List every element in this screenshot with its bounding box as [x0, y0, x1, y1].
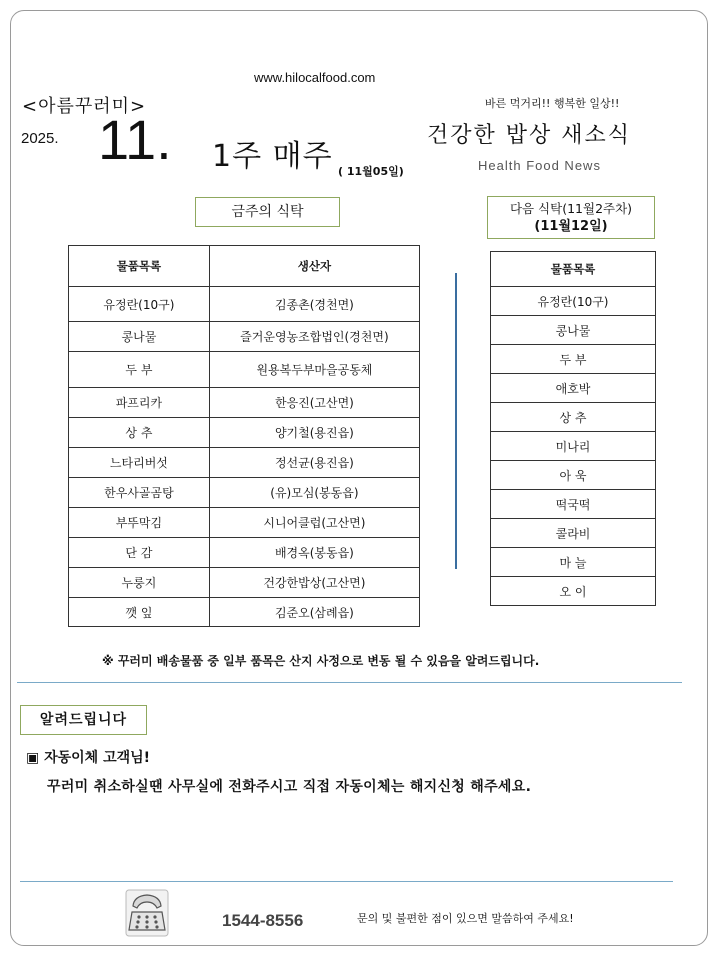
change-notice: ※ 꾸러미 배송물품 중 일부 품목은 산지 사정으로 변동 될 수 있음을 알려드립니다.	[102, 654, 540, 668]
announcement-title: ▣ 자동이체 고객님!	[26, 750, 151, 766]
item-name-cell: 파프리카	[69, 388, 210, 418]
table-row	[69, 568, 420, 598]
table-row	[491, 316, 656, 345]
table-row	[69, 287, 420, 322]
table-row	[69, 352, 420, 388]
producer-cell: 즐거운영농조합법인(경천면)	[209, 322, 419, 352]
item-name-cell: 느타리버섯	[69, 448, 210, 478]
producer-cell: 정선균(용진읍)	[209, 448, 419, 478]
column-header-producer: 생산자	[209, 246, 419, 287]
item-name-cell: 누룽지	[69, 568, 210, 598]
table-row	[69, 598, 420, 627]
website-url[interactable]: www.hilocalfood.com	[254, 70, 376, 85]
item-name-cell: 콜라비	[491, 519, 656, 548]
this-week-table	[68, 245, 420, 627]
item-name-cell: 두 부	[491, 345, 656, 374]
item-name-cell: 부뚜막김	[69, 508, 210, 538]
telephone-icon	[124, 886, 170, 938]
item-name-cell: 상 추	[69, 418, 210, 448]
this-week-label: 금주의 식탁	[195, 197, 340, 227]
table-row	[491, 577, 656, 606]
week-title: 1주 매주	[212, 139, 333, 174]
table-row	[491, 490, 656, 519]
table-row	[69, 508, 420, 538]
table-row	[491, 374, 656, 403]
column-header-items: 물품목록	[69, 246, 210, 287]
table-row	[69, 388, 420, 418]
table-row	[491, 519, 656, 548]
table-row	[69, 448, 420, 478]
item-name-cell: 떡국떡	[491, 490, 656, 519]
producer-cell: 건강한밥상(고산면)	[209, 568, 419, 598]
table-row	[69, 478, 420, 508]
table-header-row	[491, 252, 656, 287]
this-week-table-body	[69, 287, 420, 627]
column-header-items: 물품목록	[491, 252, 656, 287]
table-row	[69, 418, 420, 448]
table-row	[491, 548, 656, 577]
next-week-table	[490, 251, 656, 606]
table-row	[491, 345, 656, 374]
producer-cell: 시니어클럽(고산면)	[209, 508, 419, 538]
item-name-cell: 마 늘	[491, 548, 656, 577]
next-week-label	[487, 196, 655, 239]
footer-text: 문의 및 불편한 점이 있으면 말씀하여 주세요!	[357, 912, 574, 925]
table-row	[69, 538, 420, 568]
next-week-label-line2: (11월12일)	[534, 219, 608, 234]
table-row	[491, 287, 656, 316]
item-name-cell: 콩나물	[69, 322, 210, 352]
divider	[20, 881, 673, 882]
item-name-cell: 콩나물	[491, 316, 656, 345]
issue-year: 2025.	[21, 130, 59, 147]
producer-cell: (유)모심(봉동읍)	[209, 478, 419, 508]
slogan: 바른 먹거리!! 행복한 일상!!	[485, 97, 620, 110]
item-name-cell: 유정란(10구)	[69, 287, 210, 322]
item-name-cell: 애호박	[491, 374, 656, 403]
item-name-cell: 단 감	[69, 538, 210, 568]
week-date: ( 11월05일)	[338, 165, 404, 178]
column-divider	[455, 273, 457, 569]
table-header-row	[69, 246, 420, 287]
item-name-cell: 미나리	[491, 432, 656, 461]
producer-cell: 김종촌(경천면)	[209, 287, 419, 322]
table-row	[69, 322, 420, 352]
phone-number[interactable]: 1544-8556	[222, 911, 304, 930]
next-week-label-line1: 다음 식탁(11월2주차)	[509, 201, 633, 216]
producer-cell: 원용복두부마을공동체	[209, 352, 419, 388]
item-name-cell: 오 이	[491, 577, 656, 606]
divider	[17, 682, 682, 683]
item-name-cell: 아 욱	[491, 461, 656, 490]
item-name-cell: 유정란(10구)	[491, 287, 656, 316]
announcement-label: 알려드립니다	[20, 705, 147, 735]
item-name-cell: 상 추	[491, 403, 656, 432]
news-subtitle: Health Food News	[478, 158, 601, 173]
table-row	[491, 432, 656, 461]
producer-cell: 배경옥(봉동읍)	[209, 538, 419, 568]
next-week-table-body	[491, 287, 656, 606]
item-name-cell: 한우사골곰탕	[69, 478, 210, 508]
producer-cell: 김준오(삼례읍)	[209, 598, 419, 627]
table-row	[491, 461, 656, 490]
brand-name: <아름꾸러미>	[22, 96, 147, 117]
issue-month: 11.	[98, 108, 172, 171]
news-title: 건강한 밥상 새소식	[427, 123, 632, 148]
announcement-text: 꾸러미 취소하실땐 사무실에 전화주시고 직접 자동이체는 해지신청 해주세요.	[47, 779, 532, 795]
item-name-cell: 깻 잎	[69, 598, 210, 627]
table-row	[491, 403, 656, 432]
item-name-cell: 두 부	[69, 352, 210, 388]
producer-cell: 양기철(용진읍)	[209, 418, 419, 448]
producer-cell: 한응진(고산면)	[209, 388, 419, 418]
